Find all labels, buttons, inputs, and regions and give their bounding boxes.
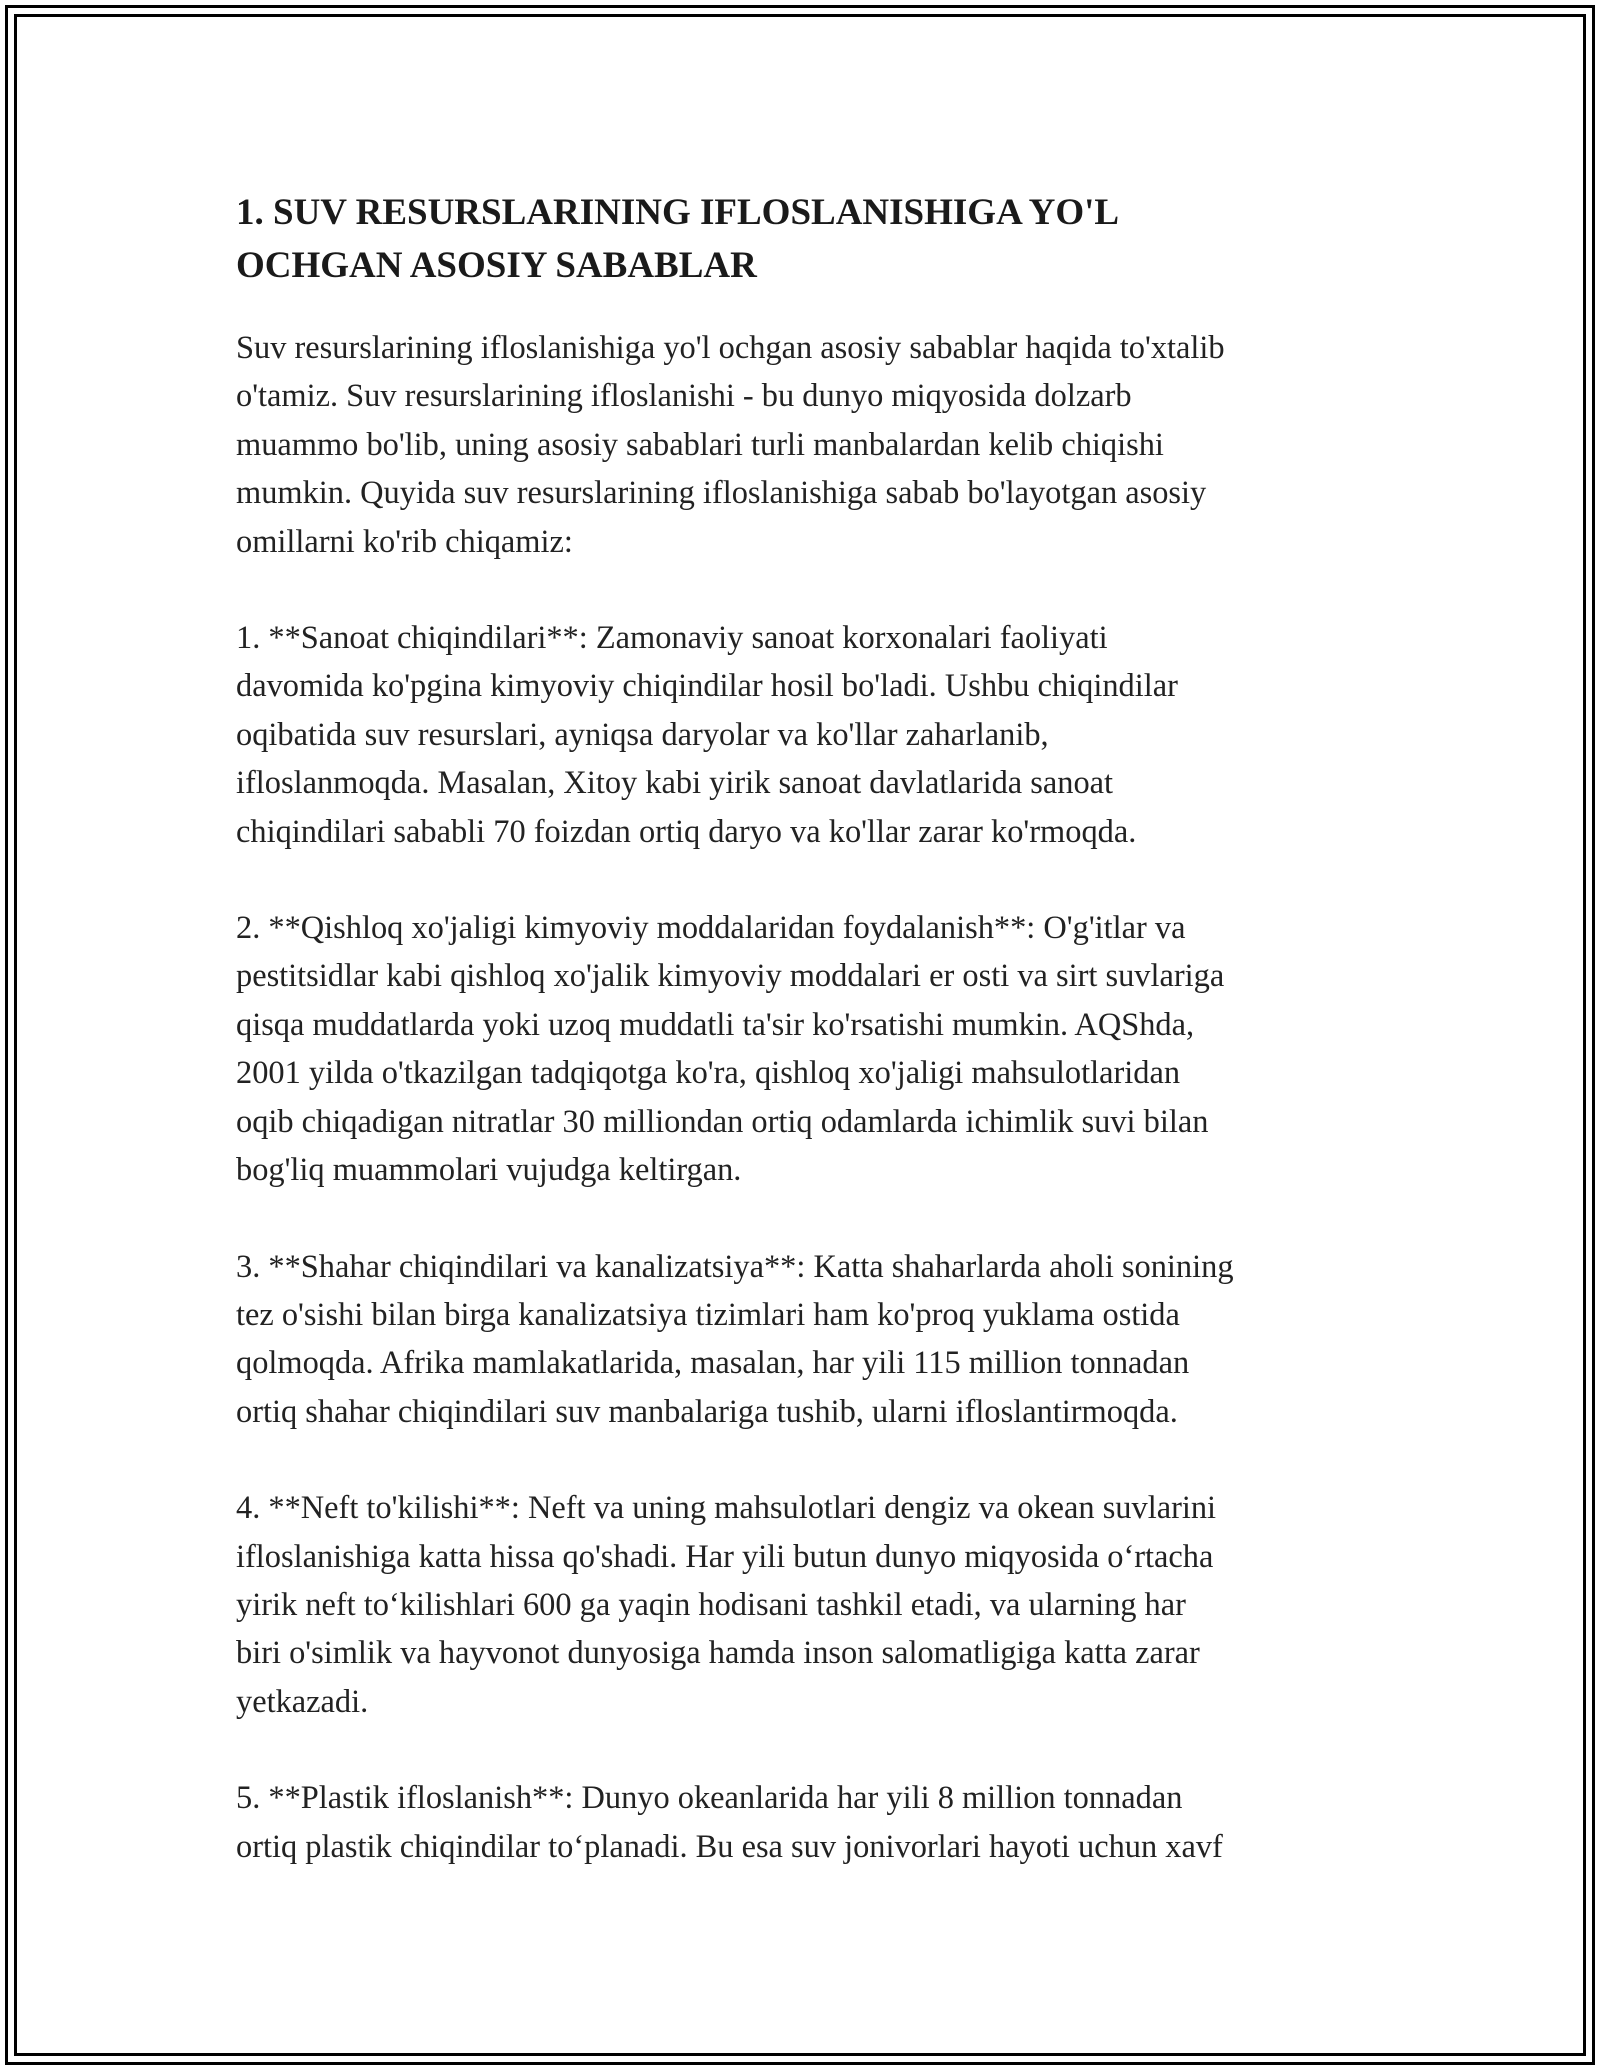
intro-paragraph: Suv resurslarining ifloslanishiga yo'l ochgan asosiy sabablar haqida to'xtalib o'tamiz. Suv resurslarining ifloslanishi - bu dunyo miqyosida dolzarb muammo bo'lib, uning asosiy sabablari turli manbalardan kelib chiqishi mumkin. Quyida suv resurslarining ifloslanishiga sabab bo'layotgan asosiy omillarni ko'rib chiqamiz:	[236, 330, 1225, 560]
paragraph-agricultural-chemicals: 2. **Qishloq xo'jaligi kimyoviy moddalaridan foydalanish**: O'g'itlar va pestitsidlar kabi qishloq xo'jalik kimyoviy moddalari er osti va sirt suvlariga qisqa muddatlarda yoki uzoq muddatli ta'sir ko'rsatishi mumkin. AQShda, 2001 yilda o'tkazilgan tadqiqotga ko'ra, qishloq xo'jaligi mahsulotlaridan oqib chiqadigan nitratlar 30 milliondan ortiq odamlarda ichimlik suvi bilan bog'liq muammolari vujudga keltirgan.	[236, 910, 1225, 1189]
document-page	[236, 186, 1376, 1919]
page-title: 1. SUV RESURSLARINING IFLOSLANISHIGA YO'L OCHGAN ASOSIY SABABLAR	[236, 192, 1120, 286]
paragraph-urban-waste-sewage: 3. **Shahar chiqindilari va kanalizatsiya**: Katta shaharlarda aholi sonining tez o'sishi bilan birga kanalizatsiya tizimlari ham ko'proq yuklama ostida qolmoqda. Afrika mamlakatlarida, masalan, har yili 115 million tonnadan ortiq shahar chiqindilari suv manbalariga tushib, ularni ifloslantirmoqda.	[236, 1248, 1234, 1430]
paragraph-industrial-waste: 1. **Sanoat chiqindilari**: Zamonaviy sanoat korxonalari faoliyati davomida ko'pgina kimyoviy chiqindilar hosil bo'ladi. Ushbu chiqindilar oqibatida suv resurslari, ayniqsa daryolar va ko'llar zaharlanib, ifloslanmoqda. Masalan, Xitoy kabi yirik sanoat davlatlarida sanoat chiqindilari sababli 70 foizdan ortiq daryo va ko'llar zarar ko'rmoqda.	[236, 620, 1178, 850]
paragraph-oil-spills: 4. **Neft to'kilishi**: Neft va uning mahsulotlari dengiz va okean suvlarini ifloslanishiga katta hissa qo'shadi. Har yili butun dunyo miqyosida o‘rtacha yirik neft to‘kilishlari 600 ga yaqin hodisani tashkil etadi, va ularning har biri o'simlik va hayvonot dunyosiga hamda inson salomatligiga katta zarar yetkazadi.	[236, 1490, 1217, 1720]
paragraph-plastic-pollution: 5. **Plastik ifloslanish**: Dunyo okeanlarida har yili 8 million tonnadan ortiq plastik chiqindilar to‘planadi. Bu esa suv jonivorlari hayoti uchun xavf	[236, 1780, 1223, 1865]
